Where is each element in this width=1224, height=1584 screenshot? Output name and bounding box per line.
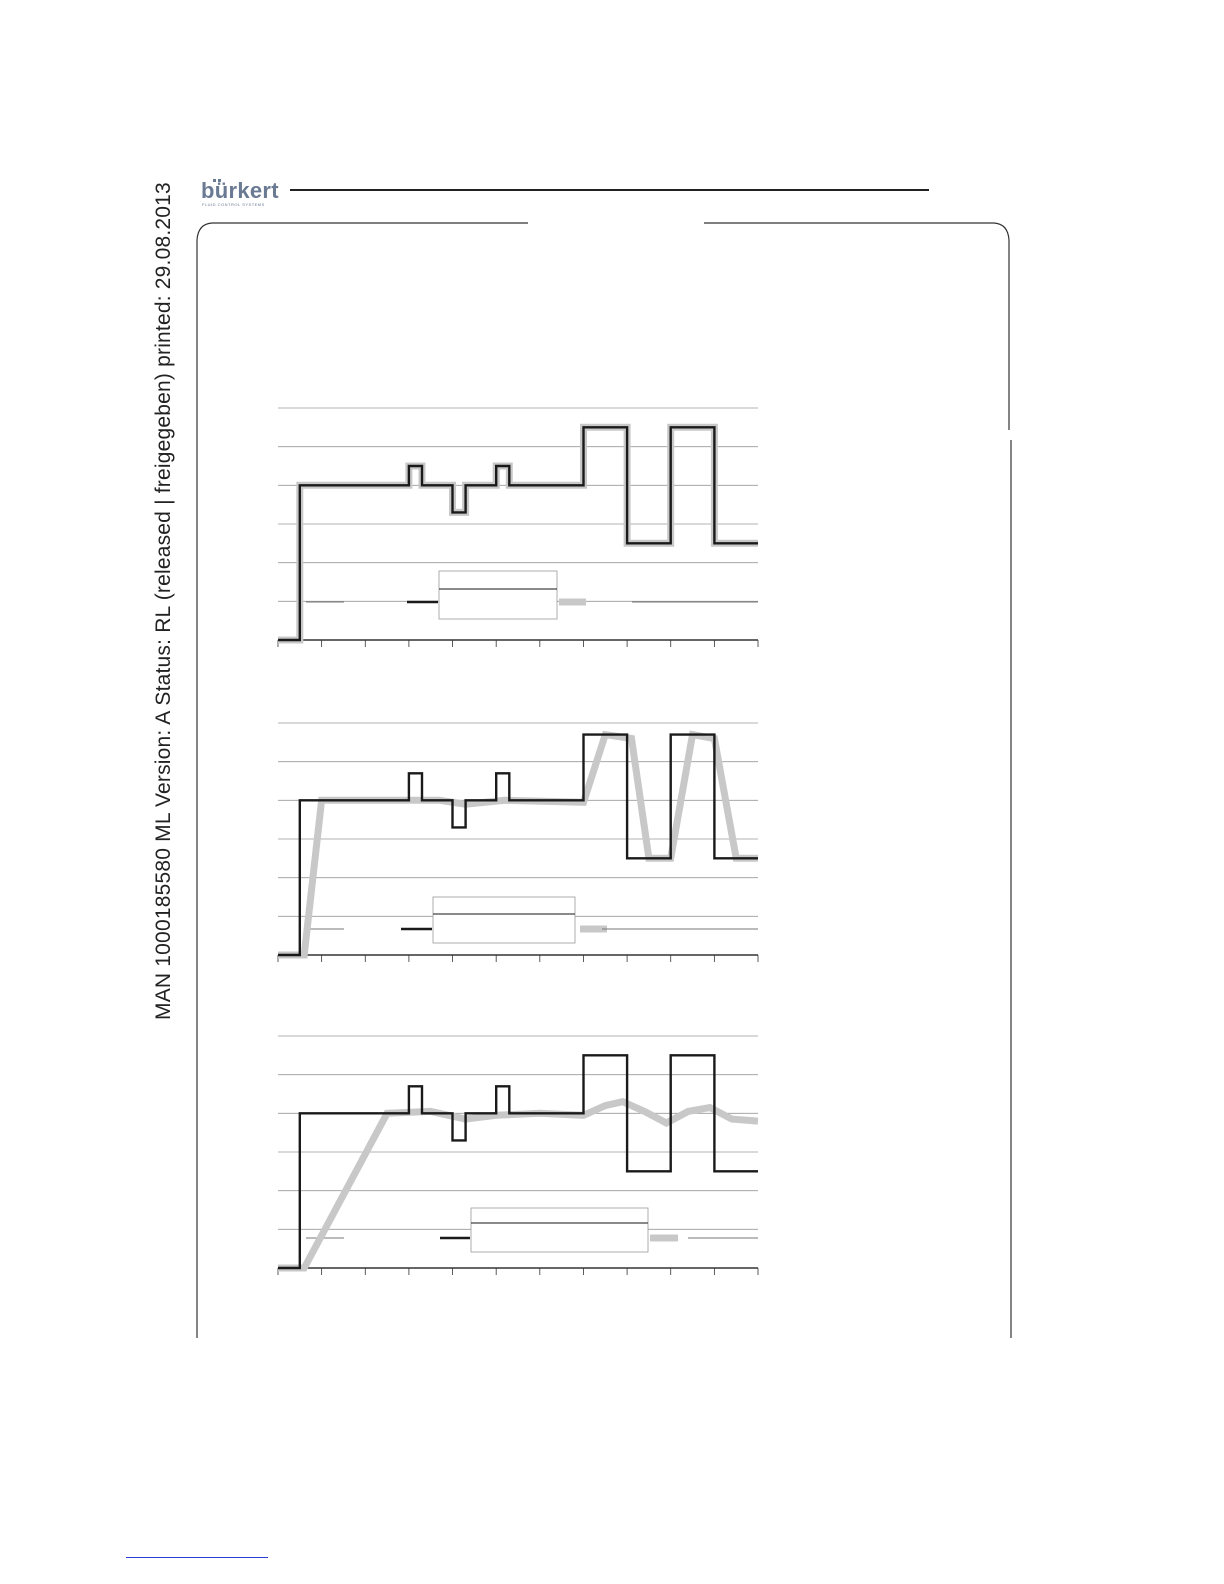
legend-box bbox=[471, 1208, 648, 1252]
response-chart-1 bbox=[272, 400, 772, 652]
legend-box bbox=[433, 897, 575, 943]
legend-box bbox=[439, 571, 557, 619]
response-chart-2 bbox=[272, 715, 772, 971]
response-chart-3 bbox=[272, 1028, 772, 1280]
logo-tagline: FLUID CONTROL SYSTEMS bbox=[202, 202, 265, 207]
footer-link-underline bbox=[126, 1557, 268, 1558]
document-control-stamp: MAN 1000185580 ML Version: A Status: RL (released | freigegeben) printed: 29.08.2013 bbox=[152, 182, 175, 1020]
logo-wordmark: bürkert bbox=[201, 178, 279, 203]
